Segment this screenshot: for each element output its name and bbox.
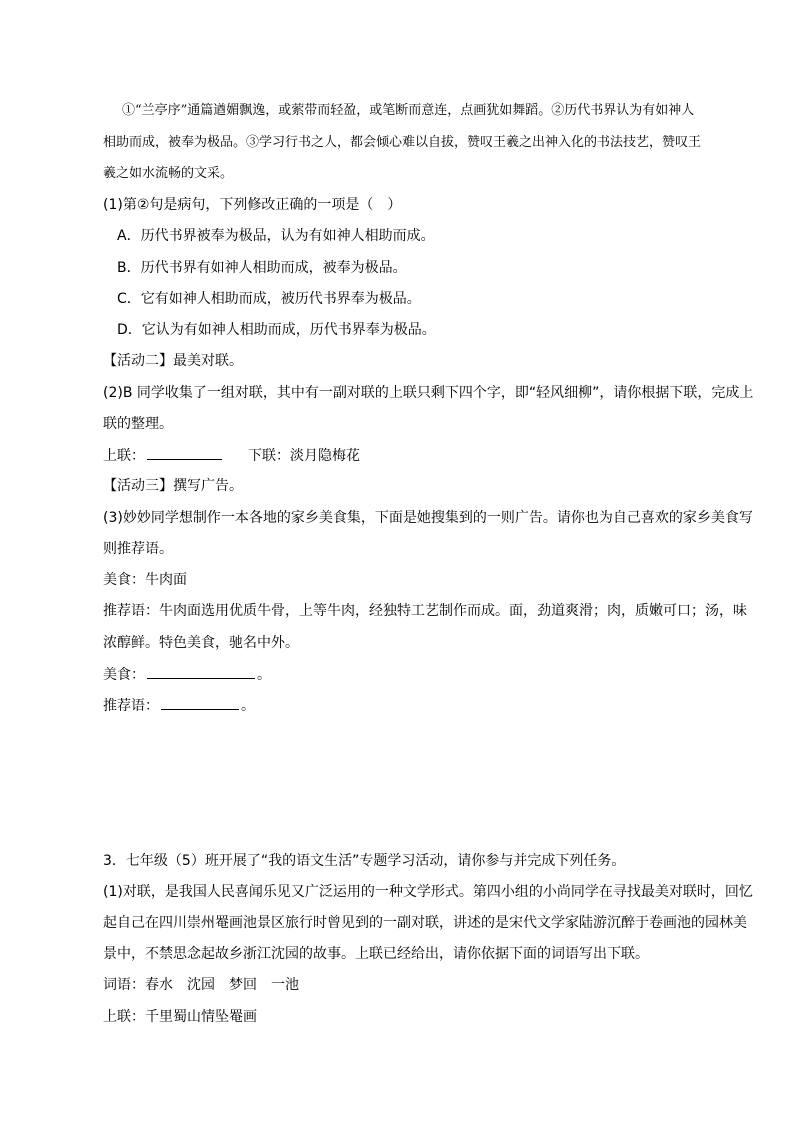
question-3-line-1: (3)妙妙同学想制作一本各地的家乡美食集，下面是她搜集到的一则广告。请你也为自己喜欢的家乡美食写 [103,510,753,526]
passage-line-1: ①“兰亭序”通篇遒媚飘逸，或萦带而轻盈，或笔断而意连，点画犹如舞蹈。②历代书界认为有如神人 [122,103,695,118]
question-2-line-2: 联的整理。 [103,416,173,432]
passage-line-2: 相助而成，被奉为极品。③学习行书之人，都会倾心难以自拔，赞叹王羲之出神入化的书法技艺，赞叹王 [103,135,702,150]
food-answer-row [103,664,271,685]
upper-couplet-blank[interactable] [147,445,222,460]
food-label: 美食： [103,667,145,683]
lower-couplet-text: 下联：淡月隐梅花 [248,448,360,464]
section-3-q1-line-2: 起自己在四川崇州罨画池景区旅行时曾见到的一副对联，讲述的是宋代文学家陆游沉醉于卷画池的园林美 [103,915,747,931]
question-3-line-2: 则推荐语。 [103,541,173,557]
recommendation-line-2: 浓醇鲜。特色美食，驰名中外。 [103,635,299,651]
recommendation-answer-row [103,695,255,716]
upper-couplet-label: 上联： [103,448,145,464]
option-d: D．它认为有如神人相助而成，历代书界奉为极品。 [117,322,436,338]
recommendation-blank[interactable] [161,695,239,710]
option-b: B．历代书界有如神人相助而成，被奉为极品。 [117,260,407,276]
food-period: 。 [257,667,271,683]
food-example: 美食：牛肉面 [103,572,187,588]
option-c: C．它有如神人相助而成，被历代书界奉为极品。 [117,291,421,307]
question-2-line-1: (2)B 同学收集了一组对联，其中有一副对联的上联只剩下四个字，即“轻风细柳”，请你根据下联，完成上 [103,385,754,401]
recommendation-period: 。 [241,698,255,714]
activity-2-title: 【活动二】最美对联。 [103,353,243,369]
section-3-q1-line-1: (1)对联，是我国人民喜闻乐见又广泛运用的一种文学形式。第四小组的小尚同学在寻找最美对联时，回忆 [103,884,753,900]
recommendation-line-1: 推荐语：牛肉面选用优质牛骨，上等牛肉，经独特工艺制作而成。面，劲道爽滑；肉，质嫩可口；汤，味 [103,603,747,619]
upper-couplet-given: 上联：千里蜀山情坠罨画 [103,1009,257,1025]
couplet-answer-row [103,445,360,466]
recommendation-label: 推荐语： [103,698,159,714]
question-1-stem: (1)第②句是病句，下列修改正确的一项是（ ） [103,197,402,213]
passage-line-3: 羲之如水流畅的文采。 [103,166,234,181]
section-3-q1-line-3: 景中，不禁思念起故乡浙江沈园的故事。上联已经给出，请你依据下面的词语写出下联。 [103,946,649,962]
section-3-intro: 3．七年级（5）班开展了“我的语文生活”专题学习活动，请你参与并完成下列任务。 [103,853,626,869]
food-blank[interactable] [147,664,255,679]
option-a: A．历代书界被奉为极品，认为有如神人相助而成。 [117,228,435,244]
words-list: 词语：春水 沈园 梦回 一池 [103,977,299,993]
activity-3-title: 【活动三】撰写广告。 [103,478,243,494]
